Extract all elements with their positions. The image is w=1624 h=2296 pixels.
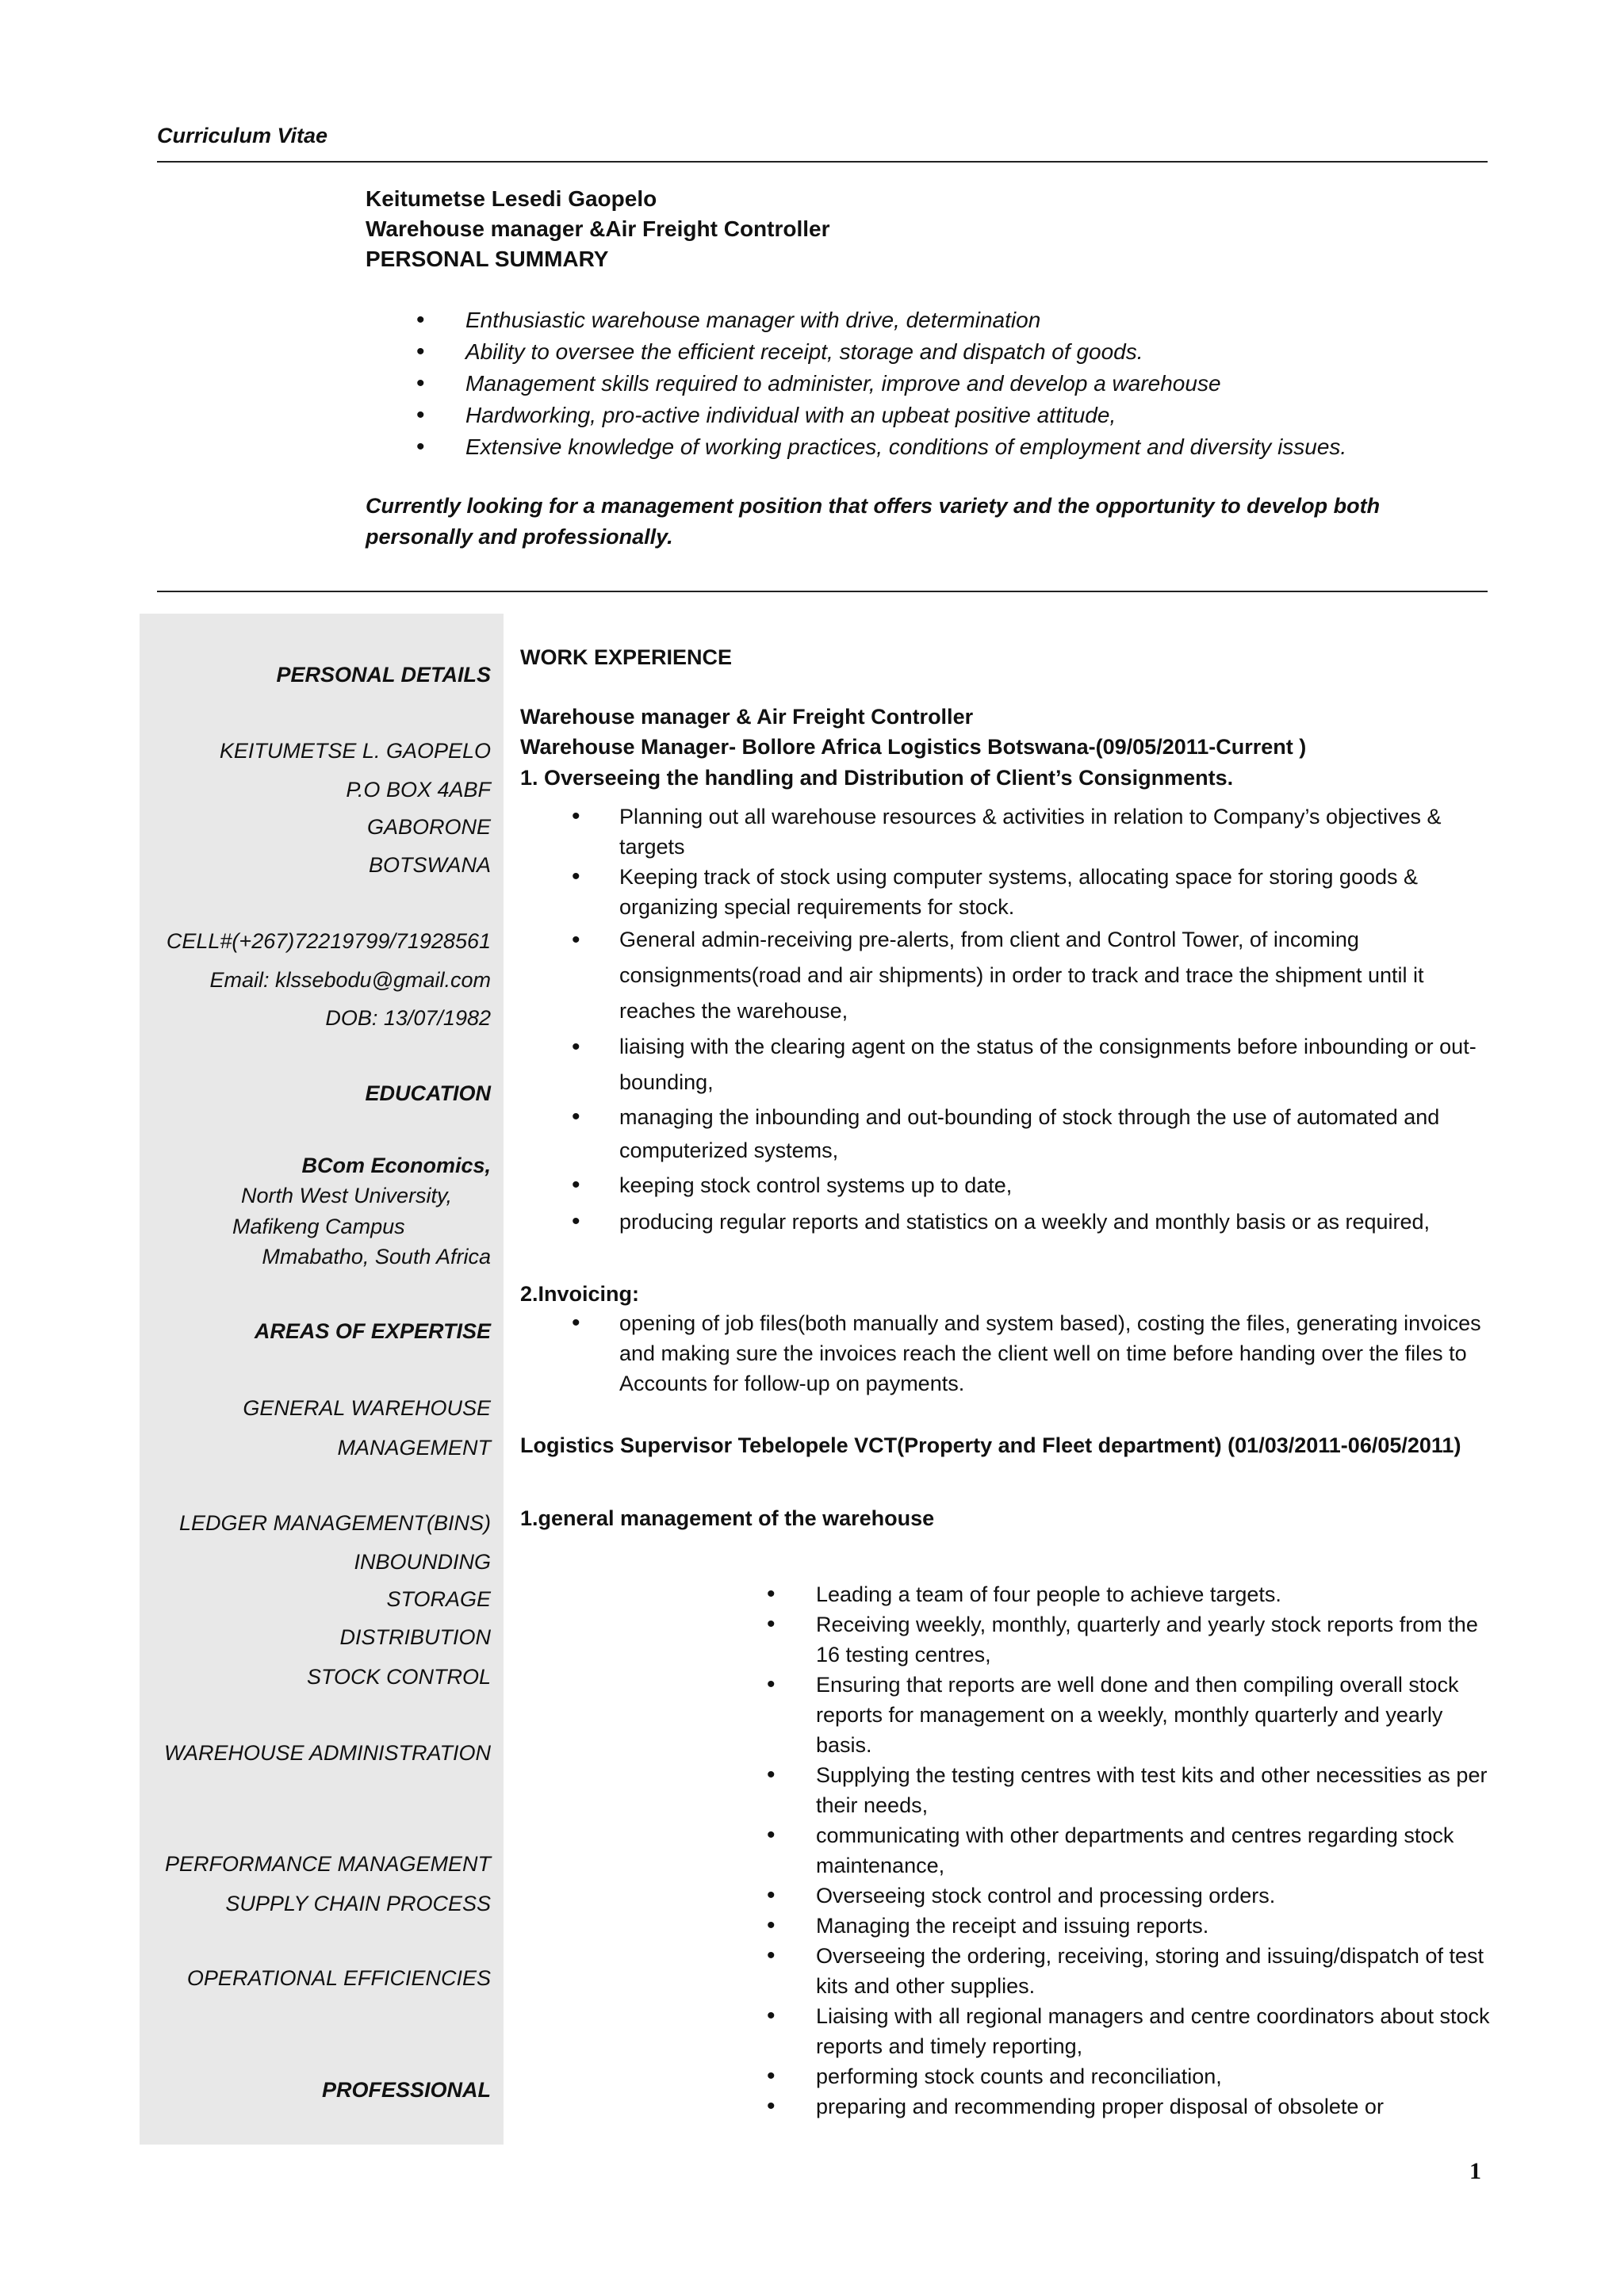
summary-item: • Ability to oversee the efficient receipt, storage and dispatch of goods. <box>416 336 1346 368</box>
personal-details-heading: PERSONAL DETAILS <box>276 663 491 687</box>
summary-item: • Management skills required to administer, improve and develop a warehouse <box>416 368 1346 400</box>
expertise-item: LEDGER MANAGEMENT(BINS) <box>178 1511 491 1535</box>
career-objective <box>366 491 1460 553</box>
job-title: Warehouse manager & Air Freight Controller <box>520 705 974 729</box>
job1-invoicing-list <box>572 1308 1547 1399</box>
summary-item: • Hardworking, pro-active individual with an upbeat positive attitude, <box>416 400 1346 431</box>
sidebar-email: Email: klssebodu@gmail.com <box>209 968 491 992</box>
job-title: Logistics Supervisor Tebelopele VCT(Property and Fleet department) (01/03/2011-06/05/2011) <box>520 1433 1461 1457</box>
job2-duty: • Liaising with all regional managers and centre coordinators about stock reports and timely reporting, <box>767 2001 1552 2061</box>
summary-heading: PERSONAL SUMMARY <box>366 247 609 271</box>
job2-duty: • Supplying the testing centres with test kits and other necessities as per their needs, <box>767 1760 1552 1820</box>
job2-duty: • Ensuring that reports are well done and then compiling overall stock reports for management on a weekly, monthly quarterly and yearly basis. <box>767 1670 1552 1760</box>
sidebar-full-name: KEITUMETSE L. GAOPELO <box>219 739 491 763</box>
job1-invoicing-item: • opening of job files(both manually and system based), costing the files, generating invoices and making sure the invoices reach the client well on time before handing over the files to Accounts for follow-up on payments. <box>572 1308 1547 1399</box>
job2-duty: • performing stock counts and reconciliation, <box>767 2061 1552 2091</box>
education-university: North West University, <box>241 1184 453 1207</box>
job1-duty: • General admin-receiving pre-alerts, from client and Control Tower, of incoming consignments(road and air shipments) in order to track and trace the shipment until it reaches the warehouse, <box>572 922 1547 1029</box>
job1-duty-list <box>572 802 1547 1240</box>
education-degree: BCom Economics, <box>301 1154 491 1177</box>
education-location: Mmabatho, South Africa <box>262 1245 491 1269</box>
job1-duty: • managing the inbounding and out-bounding of stock through the use of automated and computerized systems, <box>572 1100 1547 1167</box>
expertise-item: GENERAL WAREHOUSE <box>243 1396 491 1420</box>
job2-duty: • Overseeing the ordering, receiving, storing and issuing/dispatch of test kits and other supplies. <box>767 1941 1552 2001</box>
objective-line: personally and professionally. <box>366 525 673 549</box>
header-divider <box>157 161 1488 163</box>
document-title: Curriculum Vitae <box>157 124 328 147</box>
expertise-item: STOCK CONTROL <box>306 1665 491 1689</box>
job-section-heading: 1.general management of the warehouse <box>520 1506 935 1530</box>
job1-duty: • producing regular reports and statistics on a weekly and monthly basis or as required, <box>572 1203 1547 1240</box>
candidate-role: Warehouse manager &Air Freight Controller <box>366 216 830 241</box>
job2-duty-list <box>767 1579 1552 2122</box>
education-heading: EDUCATION <box>365 1081 491 1105</box>
expertise-item: WAREHOUSE ADMINISTRATION <box>163 1741 491 1765</box>
summary-list <box>416 304 1346 463</box>
sidebar-country: BOTSWANA <box>368 853 491 877</box>
expertise-item: SUPPLY CHAIN PROCESS <box>225 1892 491 1915</box>
job-section-heading: 2.Invoicing: <box>520 1282 640 1306</box>
job1-duty: • Keeping track of stock using computer systems, allocating space for storing goods & organizing special requirements for stock. <box>572 862 1547 922</box>
job2-duty: • Leading a team of four people to achieve targets. <box>767 1579 1552 1609</box>
job2-duty: • Overseeing stock control and processing orders. <box>767 1881 1552 1911</box>
sidebar-po-box: P.O BOX 4ABF <box>346 778 491 802</box>
job2-duty: • communicating with other departments and centres regarding stock maintenance, <box>767 1820 1552 1881</box>
expertise-item: MANAGEMENT <box>337 1436 491 1460</box>
candidate-name: Keitumetse Lesedi Gaopelo <box>366 186 657 211</box>
job1-duty: • liaising with the clearing agent on the status of the consignments before inbounding or out- bounding, <box>572 1029 1547 1100</box>
summary-item: • Enthusiastic warehouse manager with drive, determination <box>416 304 1346 336</box>
page-number: 1 <box>1469 2158 1481 2184</box>
job-company: Warehouse Manager- Bollore Africa Logistics Botswana-(09/05/2011-Current ) <box>520 735 1307 759</box>
job2-duty: • Receiving weekly, monthly, quarterly and yearly stock reports from the 16 testing centres, <box>767 1609 1552 1670</box>
summary-item: • Extensive knowledge of working practices, conditions of employment and diversity issues. <box>416 431 1346 463</box>
job2-duty: • Managing the receipt and issuing reports. <box>767 1911 1552 1941</box>
professional-heading: PROFESSIONAL <box>321 2078 491 2102</box>
sidebar-cell: CELL#(+267)72219799/71928561 <box>166 929 491 953</box>
expertise-item: PERFORMANCE MANAGEMENT <box>164 1852 491 1876</box>
objective-line: Currently looking for a management position that offers variety and the opportunity to develop both <box>366 494 1381 518</box>
section-divider <box>157 591 1488 592</box>
work-experience-heading: WORK EXPERIENCE <box>520 645 733 669</box>
job1-duty: • keeping stock control systems up to date, <box>572 1167 1547 1203</box>
sidebar-city: GABORONE <box>366 815 491 839</box>
job1-duty: • Planning out all warehouse resources & activities in relation to Company’s objectives & targets <box>572 802 1547 862</box>
profile-header <box>366 184 830 274</box>
education-campus: Mafikeng Campus <box>232 1215 405 1238</box>
expertise-item: INBOUNDING <box>354 1550 491 1574</box>
job-section-heading: 1. Overseeing the handling and Distribution of Client’s Consignments. <box>520 766 1234 790</box>
expertise-item: STORAGE <box>386 1587 491 1611</box>
expertise-heading: AREAS OF EXPERTISE <box>254 1319 491 1343</box>
expertise-item: OPERATIONAL EFFICIENCIES <box>186 1966 491 1990</box>
job2-duty: • preparing and recommending proper disposal of obsolete or <box>767 2091 1552 2122</box>
expertise-item: DISTRIBUTION <box>339 1625 491 1649</box>
sidebar-dob: DOB: 13/07/1982 <box>325 1006 491 1030</box>
